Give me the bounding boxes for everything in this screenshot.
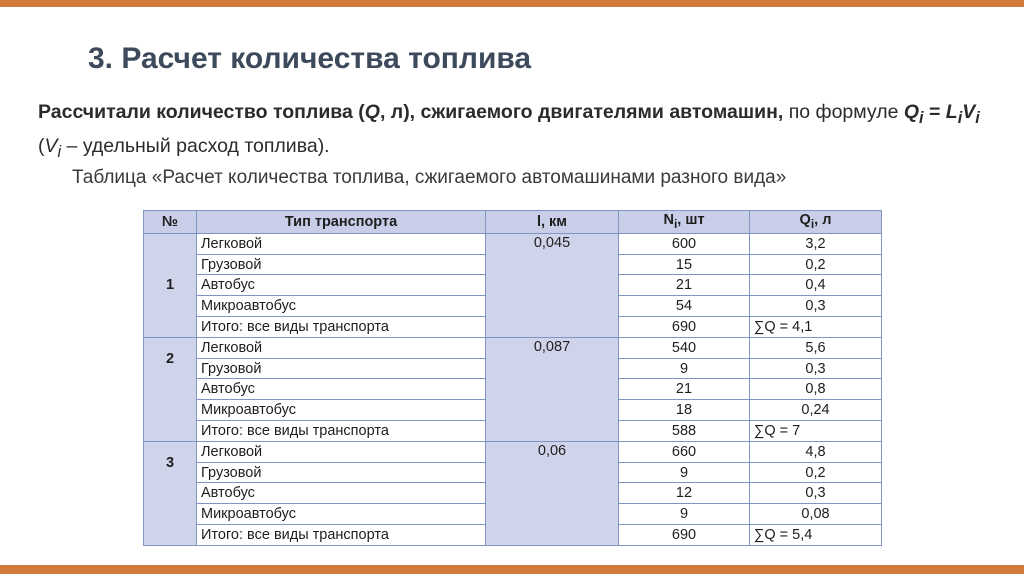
vehicle-count: 18: [619, 400, 750, 421]
total-label: Итого: все виды транспорта: [197, 317, 486, 338]
formula-sub-2: i: [957, 108, 963, 127]
formula: [903, 101, 980, 127]
formula-l: L: [945, 101, 958, 123]
transport-type: Автобус: [197, 275, 486, 296]
total-fuel: ∑Q = 5,4: [750, 525, 882, 546]
transport-type: Легковой: [197, 441, 486, 462]
fuel-amount: 0,08: [750, 504, 882, 525]
fuel-amount: 0,3: [750, 358, 882, 379]
intro-bold-part-1: Рассчитали количество топлива (: [38, 101, 365, 123]
formula-sub-3: i: [975, 108, 980, 127]
formula-equals: =: [923, 101, 946, 123]
total-label: Итого: все виды транспорта: [197, 525, 486, 546]
table-row: [144, 337, 882, 358]
total-count: 690: [619, 317, 750, 338]
transport-type: Микроавтобус: [197, 400, 486, 421]
vehicle-count: 9: [619, 462, 750, 483]
fuel-amount: 0,24: [750, 400, 882, 421]
intro-bold-part-2: , л), сжигаемого двигателями автомашин,: [379, 101, 784, 123]
header-fuel-base: Q: [799, 212, 811, 228]
table-header-row: [144, 211, 882, 234]
fuel-amount: 3,2: [750, 233, 882, 254]
transport-type: Грузовой: [197, 462, 486, 483]
header-count-unit: , шт: [677, 212, 705, 228]
formula-sub-1: i: [919, 108, 924, 127]
header-fuel-unit: , л: [814, 212, 832, 228]
vehicle-count: 21: [619, 379, 750, 400]
route-length: 0,087: [486, 337, 619, 441]
fuel-amount: 5,6: [750, 337, 882, 358]
header-count: [619, 211, 750, 234]
vehicle-count: 600: [619, 233, 750, 254]
transport-type: Автобус: [197, 483, 486, 504]
table-row: [144, 233, 882, 254]
group-number: 3: [144, 441, 197, 545]
fuel-amount: 0,3: [750, 483, 882, 504]
fuel-amount: 0,2: [750, 254, 882, 275]
table-caption: Таблица «Расчет количества топлива, сжигаемого автомашинами разного вида»: [72, 167, 787, 188]
total-count: 690: [619, 525, 750, 546]
route-length: 0,045: [486, 233, 619, 337]
group-number: 1: [144, 233, 197, 337]
vehicle-count: 54: [619, 296, 750, 317]
total-label: Итого: все виды транспорта: [197, 421, 486, 442]
formula-q: Q: [903, 101, 920, 123]
header-count-sub: i: [673, 216, 678, 231]
total-fuel: ∑Q = 7: [750, 421, 882, 442]
transport-type: Микроавтобус: [197, 504, 486, 525]
header-number: №: [144, 211, 197, 234]
top-accent-bar: [0, 0, 1024, 7]
header-length: l, км: [486, 211, 619, 234]
bottom-accent-bar: [0, 565, 1024, 574]
transport-type: Грузовой: [197, 254, 486, 275]
intro-v-sub: i: [57, 142, 62, 161]
formula-v: V: [962, 101, 976, 123]
group-number: 2: [144, 337, 197, 441]
vehicle-count: 15: [619, 254, 750, 275]
intro-v-symbol: V: [44, 134, 58, 157]
intro-q-symbol: Q: [364, 101, 380, 123]
intro-normal-part-2: (: [38, 134, 45, 157]
fuel-amount: 4,8: [750, 441, 882, 462]
header-transport-type: Тип транспорта: [197, 211, 486, 234]
vehicle-count: 660: [619, 441, 750, 462]
intro-paragraph: [38, 98, 988, 166]
vehicle-count: 9: [619, 504, 750, 525]
intro-normal-part-1: по формуле: [783, 101, 904, 123]
total-count: 588: [619, 421, 750, 442]
route-length: 0,06: [486, 441, 619, 545]
transport-type: Грузовой: [197, 358, 486, 379]
fuel-amount: 0,8: [750, 379, 882, 400]
transport-type: Автобус: [197, 379, 486, 400]
transport-type: Микроавтобус: [197, 296, 486, 317]
header-fuel-sub: i: [810, 216, 815, 231]
transport-type: Легковой: [197, 337, 486, 358]
header-fuel: [750, 211, 882, 234]
fuel-calculation-table: [143, 210, 882, 546]
fuel-amount: 0,2: [750, 462, 882, 483]
vehicle-count: 12: [619, 483, 750, 504]
intro-normal-part-3: – удельный расход топлива).: [61, 134, 330, 157]
vehicle-count: 9: [619, 358, 750, 379]
transport-type: Легковой: [197, 233, 486, 254]
fuel-amount: 0,4: [750, 275, 882, 296]
table-row: [144, 441, 882, 462]
slide-title: 3. Расчет количества топлива: [88, 42, 532, 75]
vehicle-count: 540: [619, 337, 750, 358]
header-count-base: N: [663, 212, 674, 228]
total-fuel: ∑Q = 4,1: [750, 317, 882, 338]
vehicle-count: 21: [619, 275, 750, 296]
fuel-amount: 0,3: [750, 296, 882, 317]
